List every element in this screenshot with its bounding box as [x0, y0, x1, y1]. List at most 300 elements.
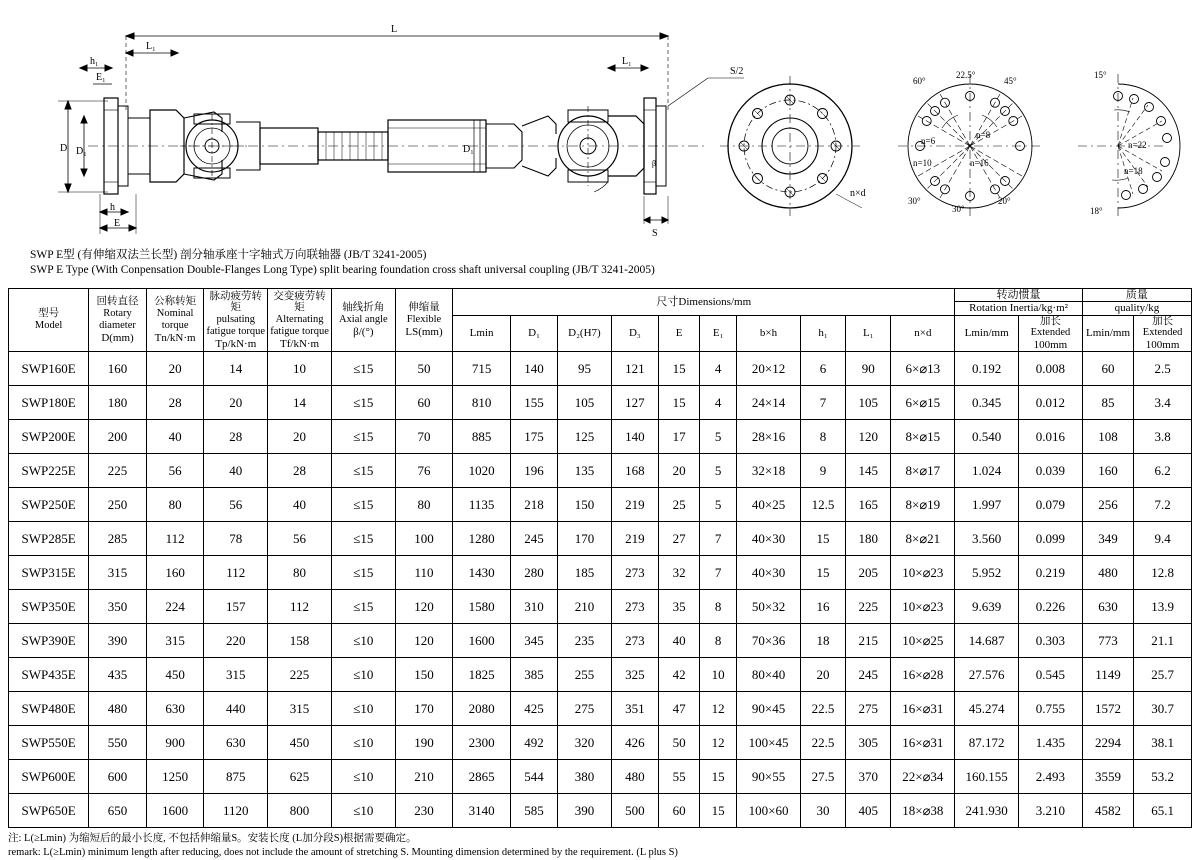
table-cell: 1600 [453, 624, 511, 658]
table-cell: 800 [268, 794, 332, 828]
col-rotary-diameter: 回转直径 Rotary diameter D(mm) [89, 289, 147, 352]
table-cell: 1280 [453, 522, 511, 556]
table-cell: 1.435 [1019, 726, 1083, 760]
label-30deg-a: 30° [908, 196, 921, 206]
table-cell: 280 [510, 556, 557, 590]
table-cell: 3559 [1082, 760, 1133, 794]
table-cell: 1020 [453, 454, 511, 488]
label-E: E [114, 218, 121, 229]
col-flexible: 伸缩量 Flexible LS(mm) [395, 289, 453, 352]
table-cell: 100 [395, 522, 453, 556]
label-45deg: 45° [1004, 76, 1017, 86]
table-cell: 8×⌀19 [891, 488, 955, 522]
table-cell: 480 [611, 760, 658, 794]
table-cell: 219 [611, 522, 658, 556]
table-cell: 18×⌀38 [891, 794, 955, 828]
table-row [9, 624, 1192, 658]
table-cell: 1430 [453, 556, 511, 590]
label-n22: n=22 [1128, 140, 1147, 150]
table-row [9, 454, 1192, 488]
table-cell: 100×60 [737, 794, 801, 828]
label-L1-right: L₁ [622, 56, 632, 67]
table-cell: 245 [846, 658, 891, 692]
table-cell: 585 [510, 794, 557, 828]
cell-model: SWP250E [9, 488, 89, 522]
table-cell: 241.930 [955, 794, 1019, 828]
table-cell: 40 [659, 624, 700, 658]
table-cell: 320 [558, 726, 611, 760]
table-cell: 160 [146, 556, 204, 590]
table-cell: 30.7 [1134, 692, 1192, 726]
table-cell: 15 [700, 794, 737, 828]
table-cell: 1600 [146, 794, 204, 828]
table-cell: 273 [611, 624, 658, 658]
table-cell: 435 [89, 658, 147, 692]
col-Lmin: Lmin [453, 315, 511, 352]
table-cell: 235 [558, 624, 611, 658]
table-cell: 0.192 [955, 352, 1019, 386]
table-cell: 2.493 [1019, 760, 1083, 794]
table-cell: 2300 [453, 726, 511, 760]
table-cell: 544 [510, 760, 557, 794]
cell-model: SWP435E [9, 658, 89, 692]
table-cell: 120 [395, 624, 453, 658]
table-cell: 5.952 [955, 556, 1019, 590]
table-cell: 4 [700, 352, 737, 386]
table-cell: 127 [611, 386, 658, 420]
note-chinese: 注: L(≥Lmin) 为缩短后的最小长度, 不包括伸缩量S。安装长度 (L加分段S)根据需要确定。 [8, 833, 417, 845]
label-L1-left: L₁ [146, 41, 156, 52]
table-row [9, 556, 1192, 590]
col-E1: E₁ [700, 315, 737, 352]
table-cell: 160.155 [955, 760, 1019, 794]
table-cell: 218 [510, 488, 557, 522]
table-cell: 100×45 [737, 726, 801, 760]
table-cell: 500 [611, 794, 658, 828]
table-row [9, 692, 1192, 726]
table-cell: 160 [1082, 454, 1133, 488]
label-30deg-b: 30° [952, 204, 965, 214]
label-h1: h₁ [90, 56, 99, 67]
label-E1: E₁ [96, 72, 106, 83]
cell-model: SWP390E [9, 624, 89, 658]
table-cell: 210 [558, 590, 611, 624]
table-cell: 650 [89, 794, 147, 828]
cell-model: SWP315E [9, 556, 89, 590]
table-cell: 105 [846, 386, 891, 420]
table-cell: 7 [700, 556, 737, 590]
table-cell: 230 [395, 794, 453, 828]
table-cell: 200 [89, 420, 147, 454]
table-cell: 120 [395, 590, 453, 624]
label-n10: n=10 [913, 158, 932, 168]
table-cell: 170 [558, 522, 611, 556]
table-cell: 285 [89, 522, 147, 556]
table-cell: 350 [89, 590, 147, 624]
table-cell: 150 [395, 658, 453, 692]
col-inertia-Lmin: Lmin/mm [955, 315, 1019, 352]
cell-model: SWP225E [9, 454, 89, 488]
table-cell: 1572 [1082, 692, 1133, 726]
col-group-dimensions: 尺寸Dimensions/mm [453, 289, 955, 316]
label-15deg: 15° [1094, 70, 1107, 80]
table-cell: 480 [1082, 556, 1133, 590]
col-E: E [659, 315, 700, 352]
table-cell: 35 [659, 590, 700, 624]
table-cell: 390 [89, 624, 147, 658]
table-cell: 18 [800, 624, 845, 658]
table-cell: 5 [700, 488, 737, 522]
table-cell: 158 [268, 624, 332, 658]
table-cell: 4582 [1082, 794, 1133, 828]
table-cell: 7 [800, 386, 845, 420]
cell-model: SWP180E [9, 386, 89, 420]
table-cell: 180 [846, 522, 891, 556]
table-cell: 0.079 [1019, 488, 1083, 522]
table-cell: 121 [611, 352, 658, 386]
table-cell: 60 [659, 794, 700, 828]
table-cell: 160 [89, 352, 147, 386]
table-cell: 10×⌀23 [891, 556, 955, 590]
table-cell: 70 [395, 420, 453, 454]
table-cell: 56 [146, 454, 204, 488]
table-cell: 15 [659, 386, 700, 420]
table-cell: 15 [800, 556, 845, 590]
col-pulsating-fatigue-torque: 脉动疲劳转矩 pulsating fatigue torque Tp/kN·m [204, 289, 268, 352]
table-cell: 87.172 [955, 726, 1019, 760]
table-cell: 40 [204, 454, 268, 488]
table-cell: 250 [89, 488, 147, 522]
table-cell: 405 [846, 794, 891, 828]
table-cell: 90×55 [737, 760, 801, 794]
table-cell: 345 [510, 624, 557, 658]
table-cell: 4 [700, 386, 737, 420]
table-cell: ≤15 [331, 454, 395, 488]
col-nxd: n×d [891, 315, 955, 352]
table-cell: 210 [395, 760, 453, 794]
table-cell: ≤10 [331, 794, 395, 828]
table-cell: 1580 [453, 590, 511, 624]
table-cell: 715 [453, 352, 511, 386]
table-cell: 255 [558, 658, 611, 692]
table-cell: 480 [89, 692, 147, 726]
table-cell: 20 [659, 454, 700, 488]
table-cell: 53.2 [1134, 760, 1192, 794]
table-cell: 3.8 [1134, 420, 1192, 454]
table-cell: 55 [659, 760, 700, 794]
col-group-inertia-en: Rotation Inertia/kg·m² [955, 302, 1083, 315]
table-cell: 13.9 [1134, 590, 1192, 624]
table-cell: 12.8 [1134, 556, 1192, 590]
table-cell: 2865 [453, 760, 511, 794]
label-225deg: 22.5° [956, 70, 976, 80]
table-cell: 875 [204, 760, 268, 794]
specification-table [8, 288, 1192, 828]
label-n16: n=16 [970, 158, 989, 168]
table-cell: 220 [204, 624, 268, 658]
table-cell: ≤10 [331, 658, 395, 692]
table-cell: 42 [659, 658, 700, 692]
table-cell: ≤10 [331, 624, 395, 658]
table-cell: 630 [1082, 590, 1133, 624]
table-cell: 600 [89, 760, 147, 794]
table-cell: 810 [453, 386, 511, 420]
caption-chinese: SWP E型 (有伸缩双法兰长型) 剖分轴承座十字轴式万向联轴器 (JB/T 3241-2005) [30, 249, 427, 261]
table-cell: 196 [510, 454, 557, 488]
col-group-quality-cn: 质量 [1082, 289, 1191, 302]
col-group-inertia-cn: 转动惯量 [955, 289, 1083, 302]
col-group-quality-en: quality/kg [1082, 302, 1191, 315]
table-cell: 65.1 [1134, 794, 1192, 828]
table-cell: 25.7 [1134, 658, 1192, 692]
col-L1: L₁ [846, 315, 891, 352]
table-cell: 351 [611, 692, 658, 726]
table-cell: 16×⌀31 [891, 726, 955, 760]
table-cell: 105 [558, 386, 611, 420]
table-cell: 78 [204, 522, 268, 556]
cell-model: SWP160E [9, 352, 89, 386]
col-D1: D₁ [510, 315, 557, 352]
drawing-svg [8, 6, 1192, 288]
technical-drawing [8, 6, 1192, 288]
table-row [9, 760, 1192, 794]
table-cell: 9.639 [955, 590, 1019, 624]
table-cell: 157 [204, 590, 268, 624]
table-cell: 12 [700, 726, 737, 760]
table-cell: 80 [395, 488, 453, 522]
table-cell: ≤15 [331, 556, 395, 590]
table-cell: 3140 [453, 794, 511, 828]
table-cell: 110 [395, 556, 453, 590]
table-cell: 14 [204, 352, 268, 386]
table-cell: 140 [611, 420, 658, 454]
table-cell: 225 [89, 454, 147, 488]
table-cell: 8×⌀17 [891, 454, 955, 488]
label-20deg: 20° [998, 196, 1011, 206]
table-cell: 450 [146, 658, 204, 692]
table-cell: 120 [846, 420, 891, 454]
table-cell: 47 [659, 692, 700, 726]
table-cell: 425 [510, 692, 557, 726]
col-bxh: b×h [737, 315, 801, 352]
table-cell: 165 [846, 488, 891, 522]
table-row [9, 794, 1192, 828]
cell-model: SWP480E [9, 692, 89, 726]
drawing-caption [30, 248, 655, 278]
label-18deg: 18° [1090, 206, 1103, 216]
label-S: S [652, 228, 658, 239]
table-cell: 60 [1082, 352, 1133, 386]
table-cell: 60 [395, 386, 453, 420]
cell-model: SWP650E [9, 794, 89, 828]
table-cell: 50 [395, 352, 453, 386]
table-cell: 550 [89, 726, 147, 760]
table-cell: 0.099 [1019, 522, 1083, 556]
label-L: L [391, 24, 398, 35]
table-cell: 15 [700, 760, 737, 794]
table-cell: 0.219 [1019, 556, 1083, 590]
table-cell: 40×30 [737, 522, 801, 556]
table-cell: 275 [558, 692, 611, 726]
table-cell: 27 [659, 522, 700, 556]
table-cell: 3.560 [955, 522, 1019, 556]
table-cell: 16 [800, 590, 845, 624]
table-cell: 256 [1082, 488, 1133, 522]
table-cell: 185 [558, 556, 611, 590]
col-model: 型号 Model [9, 289, 89, 352]
table-cell: 0.540 [955, 420, 1019, 454]
table-cell: 0.303 [1019, 624, 1083, 658]
table-cell: 885 [453, 420, 511, 454]
table-cell: ≤15 [331, 488, 395, 522]
table-cell: 150 [558, 488, 611, 522]
table-cell: 135 [558, 454, 611, 488]
table-cell: 224 [146, 590, 204, 624]
table-cell: 0.545 [1019, 658, 1083, 692]
table-cell: 20 [146, 352, 204, 386]
table-cell: 80 [146, 488, 204, 522]
col-quality-extended: 加长 Extended 100mm [1134, 315, 1192, 352]
table-cell: 28 [204, 420, 268, 454]
table-cell: 315 [268, 692, 332, 726]
table-cell: 2294 [1082, 726, 1133, 760]
table-cell: 14 [268, 386, 332, 420]
table-cell: 15 [800, 522, 845, 556]
table-cell: 112 [204, 556, 268, 590]
label-h: h [110, 202, 115, 213]
table-cell: 1149 [1082, 658, 1133, 692]
table-cell: 15 [659, 352, 700, 386]
table-cell: 8 [800, 420, 845, 454]
label-n6: n=6 [921, 136, 936, 146]
table-cell: 27.5 [800, 760, 845, 794]
table-cell: 6×⌀13 [891, 352, 955, 386]
table-cell: 20×12 [737, 352, 801, 386]
table-header-row-1 [9, 289, 1192, 302]
table-cell: 273 [611, 556, 658, 590]
table-cell: 1250 [146, 760, 204, 794]
col-D2-H7: D₂(H7) [558, 315, 611, 352]
table-cell: 900 [146, 726, 204, 760]
table-cell: 773 [1082, 624, 1133, 658]
table-cell: 7.2 [1134, 488, 1192, 522]
table-cell: 25 [659, 488, 700, 522]
table-cell: 1120 [204, 794, 268, 828]
table-cell: ≤10 [331, 760, 395, 794]
label-n18: n=18 [1124, 166, 1143, 176]
table-cell: 125 [558, 420, 611, 454]
table-cell: 76 [395, 454, 453, 488]
table-cell: 0.226 [1019, 590, 1083, 624]
col-axial-angle: 轴线折角 Axial angle β/(°) [331, 289, 395, 352]
table-cell: 625 [268, 760, 332, 794]
table-cell: 370 [846, 760, 891, 794]
table-cell: 40×30 [737, 556, 801, 590]
table-row [9, 726, 1192, 760]
table-row [9, 352, 1192, 386]
table-cell: ≤15 [331, 522, 395, 556]
table-cell: 155 [510, 386, 557, 420]
table-cell: 145 [846, 454, 891, 488]
table-cell: 205 [846, 556, 891, 590]
table-cell: 38.1 [1134, 726, 1192, 760]
table-cell: 630 [204, 726, 268, 760]
col-D3: D₃ [611, 315, 658, 352]
table-cell: 80×40 [737, 658, 801, 692]
table-cell: 22.5 [800, 726, 845, 760]
label-60deg: 60° [913, 76, 926, 86]
table-cell: 5 [700, 420, 737, 454]
table-cell: 20 [268, 420, 332, 454]
table-cell: 0.039 [1019, 454, 1083, 488]
table-cell: 45.274 [955, 692, 1019, 726]
cell-model: SWP550E [9, 726, 89, 760]
table-cell: 1.997 [955, 488, 1019, 522]
label-D: D [60, 143, 68, 154]
table-cell: 315 [204, 658, 268, 692]
table-cell: 140 [510, 352, 557, 386]
cell-model: SWP600E [9, 760, 89, 794]
table-cell: 0.016 [1019, 420, 1083, 454]
table-body [9, 352, 1192, 828]
table-cell: 2.5 [1134, 352, 1192, 386]
col-alternating-fatigue-torque: 交变疲劳转矩 Alternating fatigue torque Tf/kN·m [268, 289, 332, 352]
table-row [9, 488, 1192, 522]
table-cell: 12.5 [800, 488, 845, 522]
table-cell: 28 [146, 386, 204, 420]
table-cell: 390 [558, 794, 611, 828]
table-cell: 8×⌀15 [891, 420, 955, 454]
table-cell: 349 [1082, 522, 1133, 556]
table-cell: 10 [700, 658, 737, 692]
table-cell: 40 [268, 488, 332, 522]
table-cell: 16×⌀31 [891, 692, 955, 726]
table-cell: 24×14 [737, 386, 801, 420]
table-cell: 85 [1082, 386, 1133, 420]
table-cell: 10×⌀23 [891, 590, 955, 624]
table-cell: 10×⌀25 [891, 624, 955, 658]
table-cell: 219 [611, 488, 658, 522]
label-S2: S/2 [730, 66, 744, 77]
table-row [9, 522, 1192, 556]
table-cell: 16×⌀28 [891, 658, 955, 692]
table-cell: ≤15 [331, 420, 395, 454]
label-Di: D₁ [463, 144, 474, 155]
table-cell: 168 [611, 454, 658, 488]
table-row [9, 590, 1192, 624]
table-cell: 12 [700, 692, 737, 726]
label-beta: β [652, 159, 657, 168]
cell-model: SWP285E [9, 522, 89, 556]
table-cell: 315 [146, 624, 204, 658]
table-cell: 14.687 [955, 624, 1019, 658]
table-cell: 7 [700, 522, 737, 556]
table-cell: ≤10 [331, 692, 395, 726]
table-cell: 8 [700, 590, 737, 624]
label-nxd: n×d [850, 188, 866, 199]
table-cell: 6×⌀15 [891, 386, 955, 420]
table-cell: 273 [611, 590, 658, 624]
table-cell: 8 [700, 624, 737, 658]
table-cell: 32×18 [737, 454, 801, 488]
table-cell: 108 [1082, 420, 1133, 454]
table-cell: 9.4 [1134, 522, 1192, 556]
table-cell: 245 [510, 522, 557, 556]
table-cell: 380 [558, 760, 611, 794]
table-cell: 30 [800, 794, 845, 828]
table-cell: 315 [89, 556, 147, 590]
table-cell: 170 [395, 692, 453, 726]
